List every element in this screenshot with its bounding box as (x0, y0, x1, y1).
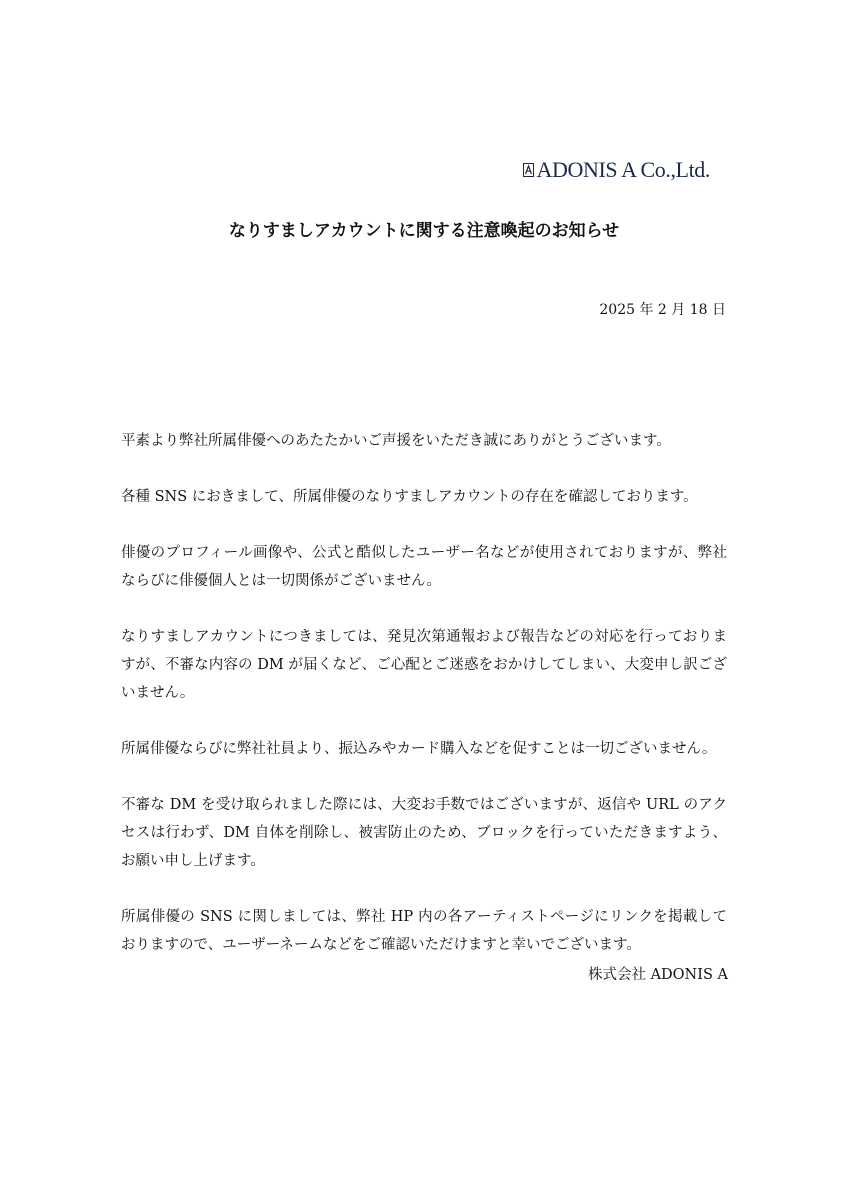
paragraph-official-links: 所属俳優の SNS に関しましては、弊社 HP 内の各アーティストページにリンクを掲載しておりますので、ユーザーネームなどをご確認いただけますと幸いでございます。 (121, 909, 727, 953)
paragraph-apology: なりすましアカウントにつきましては、発見次第通報および報告などの対応を行っておりますが、不審な内容の DM が届くなど、ご心配とご迷惑をおかけしてしまい、大変申し訳ございません。 (121, 629, 727, 701)
paragraph-dm-instructions: 不審な DM を受け取られました際には、大変お手数ではございますが、返信や URL のアクセスは行わず、DM 自体を削除し、被害防止のため、ブロックを行っていただきますよう、お願い申し上げます。 (121, 797, 727, 869)
notice-date: 2025 年 2 月 18 日 (599, 302, 726, 318)
paragraph-no-relation: 俳優のプロフィール画像や、公式と酷似したユーザー名などが使用されておりますが、弊社ならびに俳優個人とは一切関係がございません。 (121, 545, 727, 589)
paragraph-greeting: 平素より弊社所属俳優へのあたたかいご声援をいただき誠にありがとうございます。 (121, 433, 671, 449)
paragraph-confirmation: 各種 SNS におきまして、所属俳優のなりすましアカウントの存在を確認しております。 (121, 489, 698, 505)
company-emblem-icon (523, 163, 534, 177)
paragraph-no-payment-requests: 所属俳優ならびに弊社社員より、振込みやカード購入などを促すことは一切ございません。 (121, 741, 717, 757)
company-signature: 株式会社 ADONIS A (587, 967, 728, 983)
notice-title: なりすましアカウントに関する注意喚起のお知らせ (228, 221, 620, 241)
company-logo (523, 157, 711, 183)
notice-body (121, 427, 727, 987)
company-logo-text: ADONIS A Co.,Ltd. (536, 157, 710, 182)
